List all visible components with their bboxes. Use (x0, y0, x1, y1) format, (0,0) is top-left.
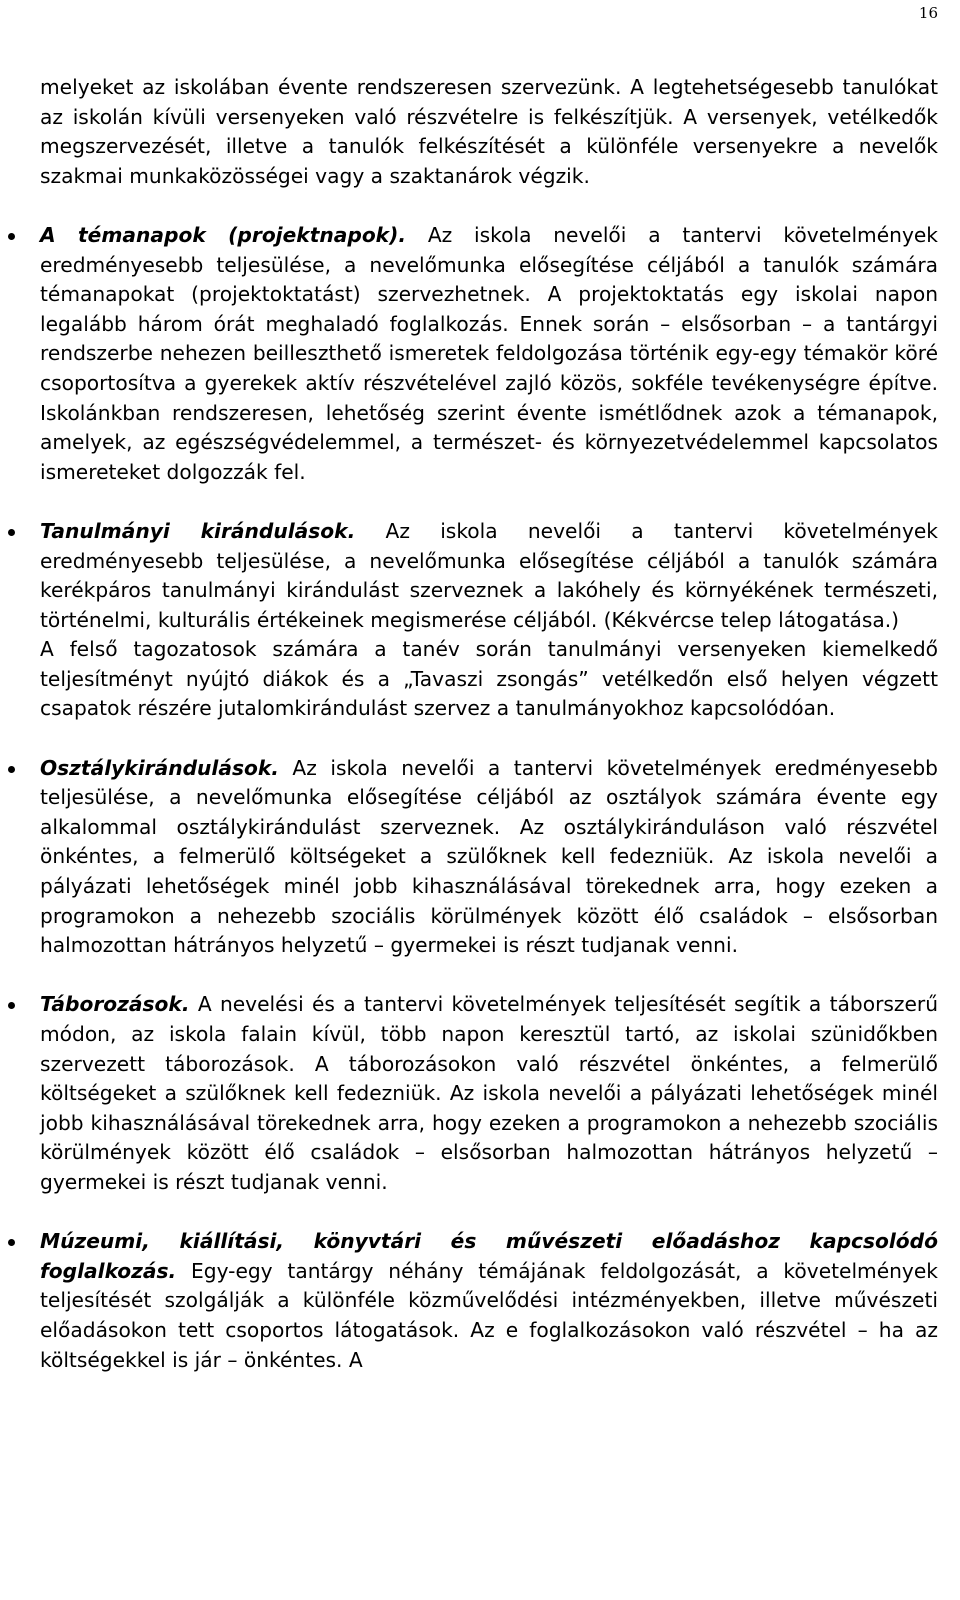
list-item-title: Múzeumi, kiállítási, könyvtári és művészeti előadáshoz kapcsolódó foglalkozás. (40, 1229, 938, 1283)
paragraph-spacer (40, 487, 938, 517)
bullet-icon (8, 1002, 15, 1009)
list-item-title: Osztálykirándulások. (40, 755, 279, 780)
bullet-icon (8, 766, 15, 773)
list-item-tanulmanyi-kirandulasok (40, 517, 938, 635)
bullet-icon (8, 1239, 15, 1246)
paragraph-spacer (40, 191, 938, 221)
list-item-title: A témanapok (projektnapok). (40, 222, 407, 247)
bullet-icon (8, 529, 15, 536)
list-item-text: A nevelési és a tantervi követelmények teljesítését segítik a táborszerű módon, az iskola falain kívül, több napon keresztül tartó, az iskolai szünidőkben szervezett táborozások. A táborozásokon való részvétel önkéntes, a felmerülő költségeket a szülőknek kell fedezniük. Az iskola nevelői a pályázati lehetőségek minél jobb kihasználásával törekednek arra, hogy ezeken a programokon a nehezebb szociális körülmények között élő családok – elsősorban halmozottan hátrányos helyzetű – gyermekei is részt tudjanak venni. (40, 992, 938, 1194)
list-item-title: Táborozások. (40, 992, 190, 1017)
list-item-title: Tanulmányi kirándulások. (40, 518, 356, 543)
list-item-text: Egy-egy tantárgy néhány témájának feldolgozását, a követelmények teljesítését szolgálják a különféle közművelődési intézményekben, illetve művészeti előadásokon tett csoportos látogatások. Az e foglalkozásokon való részvétel – ha az költségekkel is jár – önkéntes. A (40, 1258, 938, 1372)
paragraph-spacer (40, 724, 938, 754)
list-item-text: Az iskola nevelői a tantervi követelmények eredményesebb teljesülése, a nevelőmunka elősegítése céljából az osztályok számára évente egy alkalommal osztálykirándulást szerveznek. Az osztálykiránduláson való részvétel önkéntes, a felmerülő költségeket a szülőknek kell fedezniük. Az iskola nevelői a pályázati lehetőségek minél jobb kihasználásával törekednek arra, hogy ezeken a programokon a nehezebb szociális körülmények között élő családok – elsősorban halmozottan hátrányos helyzetű – gyermekei is részt tudjanak venni. (40, 755, 938, 958)
list-item-text: Az iskola nevelői a tantervi követelmények eredményesebb teljesülése, a nevelőmunka elősegítése céljából a tanulók számára témanapokat (projektoktatást) szervezhetnek. A projektoktatás egy iskolai napon legalább három órát meghaladó foglalkozás. Ennek során – elsősorban – a tantárgyi rendszerbe nehezen beilleszthető ismeretek feldolgozása történik egy-egy témakör köré csoportosítva a gyerekek aktív részvételével zajló közös, sokféle tevékenységre építve. Iskolánkban rendszeresen, lehetőség szerint évente ismétlődnek azok a témanapok, amelyek, az egészségvédelemmel, a természet- és környezetvédelemmel kapcsolatos ismereteket dolgozzák fel. (40, 222, 938, 484)
list-item-taborozasok (40, 990, 938, 1197)
paragraph-spacer (40, 1198, 938, 1228)
bullet-icon (8, 233, 15, 240)
intro-paragraph: melyeket az iskolában évente rendszeresen szervezünk. A legtehetségesebb tanulókat az iskolán kívüli versenyeken való részvételre is felkészítjük. A versenyek, vetélkedők megszervezését, illetve a tanulók felkészítését a különféle versenyekre a nevelők szakmai munkaközösségei vagy a szaktanárok végzik. (40, 75, 938, 188)
list-item-text: Az iskola nevelői a tantervi követelmények eredményesebb teljesülése, a nevelőmunka elősegítése céljából a tanulók számára kerékpáros tanulmányi kirándulást szerveznek a lakóhely és környékének természeti, történelmi, kulturális értékeinek megismerése céljából. (Kékvércse telep látogatása.) (40, 518, 939, 632)
list-item-temanapok (40, 221, 938, 487)
page-number: 16 (918, 4, 938, 22)
list-item-extra-paragraph: A felső tagozatosok számára a tanév során tanulmányi versenyeken kiemelkedő teljesítményt nyújtó diákok és a „Tavaszi zsongás” vetélkedőn első helyen végzett csapatok részére jutalomkirándulást szervez a tanulmányokhoz kapcsolódóan. (40, 637, 938, 721)
list-item-muzeumi-foglalkozas (40, 1227, 938, 1375)
document-body (40, 73, 938, 1375)
list-item-osztalykirandulasok (40, 754, 938, 961)
paragraph-spacer (40, 961, 938, 991)
